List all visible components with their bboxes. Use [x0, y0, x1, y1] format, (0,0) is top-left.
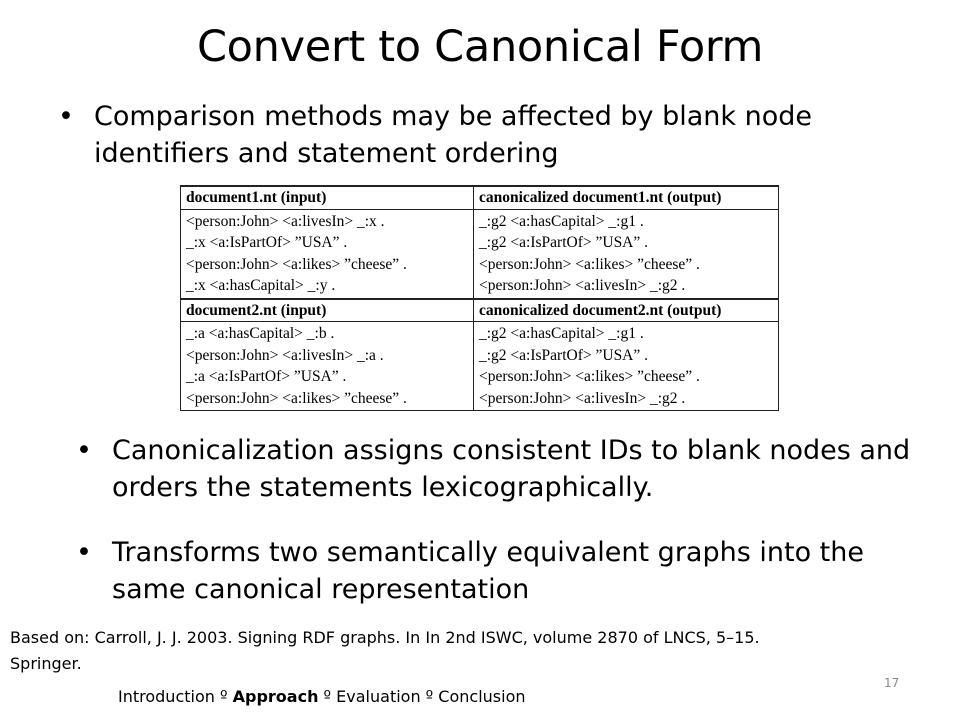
footer-prefix: Introduction º	[118, 687, 233, 706]
triple-line: _:x <a:hasCapital> _:y .	[186, 277, 336, 294]
slide-title: Convert to Canonical Form	[196, 22, 764, 72]
triple-line: <person:John> <a:likes> ”cheese” .	[186, 389, 407, 407]
triple-line: _:a <a:IsPartOf> ”USA” .	[186, 368, 347, 385]
bullet-icon: •	[76, 435, 92, 466]
current-section: Approach	[232, 687, 319, 706]
triple-line: <person:John> <a:livesIn> _:x .	[186, 212, 385, 230]
input-header: document1.nt (input)	[181, 186, 474, 209]
table-row	[181, 209, 779, 299]
footer-suffix: º Evaluation º Conclusion	[318, 687, 526, 706]
bullet-icon: •	[76, 537, 92, 568]
table-row	[181, 322, 779, 411]
canonicalization-example-table	[180, 185, 779, 411]
table-header-row	[181, 186, 779, 209]
triple-line: _:g2 <a:hasCapital> _:g1 .	[479, 212, 644, 230]
input-cell	[181, 322, 474, 411]
triple-line: <person:John> <a:livesIn> _:a .	[186, 346, 384, 364]
bullet-text: Transforms two semantically equivalent graphs into the same canonical representation	[112, 537, 864, 605]
bullet-text: Canonicalization assigns consistent IDs to blank nodes and orders the statements lexicographically.	[112, 435, 911, 503]
output-cell	[474, 322, 779, 411]
triple-line: _:x <a:IsPartOf> ”USA” .	[186, 234, 348, 251]
output-cell	[474, 209, 779, 299]
output-header: canonicalized document2.nt (output)	[474, 299, 779, 322]
triple-line: <person:John> <a:likes> ”cheese” .	[479, 368, 700, 385]
page-number: 17	[884, 676, 900, 690]
input-cell	[181, 209, 474, 299]
citation: Based on: Carroll, J. J. 2003. Signing RDF graphs. In In 2nd ISWC, volume 2870 of LNCS, 5–15. Springer.	[10, 628, 760, 673]
triple-line: _:g2 <a:hasCapital> _:g1 .	[479, 325, 644, 342]
section-navigation	[118, 686, 526, 708]
input-header: document2.nt (input)	[181, 299, 474, 322]
triple-line: <person:John> <a:likes> ”cheese” .	[479, 255, 700, 273]
table-header-row	[181, 299, 779, 322]
triple-line: <person:John> <a:livesIn> _:g2 .	[479, 389, 686, 407]
output-header: canonicalized document1.nt (output)	[474, 186, 779, 209]
bullet-icon: •	[58, 101, 74, 132]
triple-line: _:g2 <a:IsPartOf> ”USA” .	[479, 234, 649, 251]
triple-line: <person:John> <a:livesIn> _:g2 .	[479, 277, 686, 294]
triple-line: <person:John> <a:likes> ”cheese” .	[186, 255, 407, 273]
bullet-text: Comparison methods may be affected by blank node identifiers and statement ordering	[94, 101, 813, 169]
triple-line: _:g2 <a:IsPartOf> ”USA” .	[479, 346, 649, 364]
triple-line: _:a <a:hasCapital> _:b .	[186, 325, 335, 342]
